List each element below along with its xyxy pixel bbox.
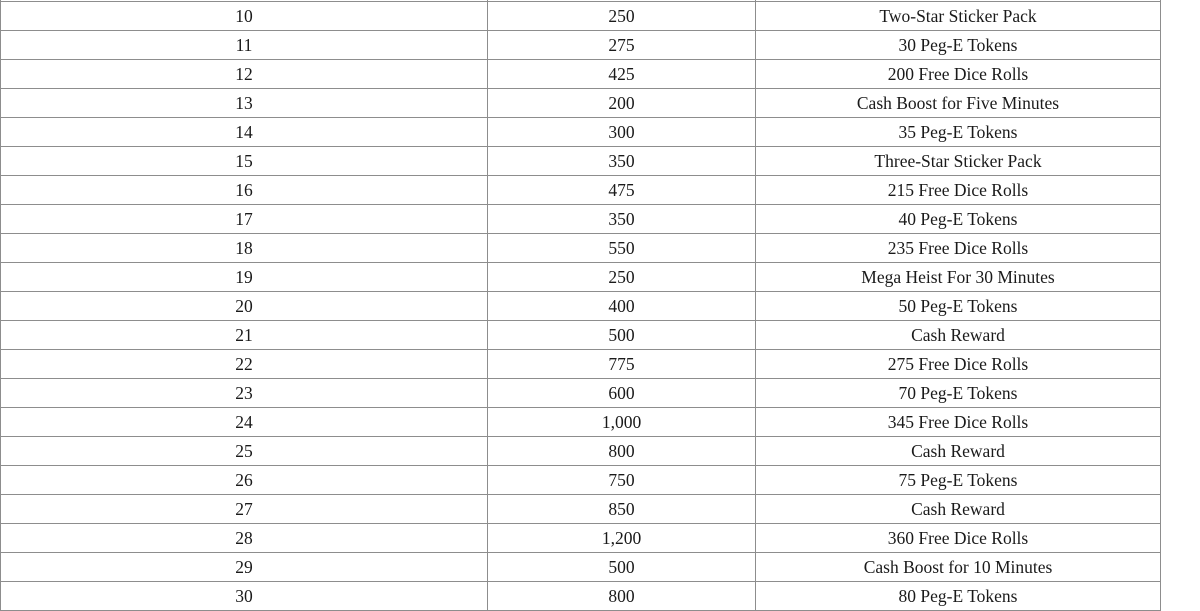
table-row [1,234,1161,263]
cell-level: 13 [1,89,488,118]
cell-cost: 800 [488,582,756,611]
cell-level: 16 [1,176,488,205]
cell-cost: 750 [488,466,756,495]
cell-level: 22 [1,350,488,379]
table-row [1,582,1161,611]
cell-level: 21 [1,321,488,350]
table-row [1,321,1161,350]
cell-cost: 425 [488,60,756,89]
cell-cost: 250 [488,263,756,292]
table-row [1,553,1161,582]
table-row [1,466,1161,495]
cell-reward: Cash Boost for Five Minutes [756,89,1161,118]
cell-level: 19 [1,263,488,292]
table-row [1,31,1161,60]
cell-cost: 400 [488,292,756,321]
cell-level: 18 [1,234,488,263]
table-row [1,437,1161,466]
cell-cost: 275 [488,31,756,60]
cell-reward: 360 Free Dice Rolls [756,524,1161,553]
table-row [1,495,1161,524]
table-row [1,176,1161,205]
table-row [1,147,1161,176]
cell-level: 29 [1,553,488,582]
cell-level: 11 [1,31,488,60]
cell-level: 24 [1,408,488,437]
cell-reward: 80 Peg-E Tokens [756,582,1161,611]
cell-cost: 550 [488,234,756,263]
cell-level: 20 [1,292,488,321]
cell-cost: 475 [488,176,756,205]
cell-reward: 30 Peg-E Tokens [756,31,1161,60]
cell-level: 26 [1,466,488,495]
cell-reward: Cash Reward [756,321,1161,350]
cell-reward: 50 Peg-E Tokens [756,292,1161,321]
cell-level: 30 [1,582,488,611]
cell-cost: 600 [488,379,756,408]
cell-cost: 350 [488,147,756,176]
cell-level: 15 [1,147,488,176]
cell-reward: 40 Peg-E Tokens [756,205,1161,234]
cell-reward: Three-Star Sticker Pack [756,147,1161,176]
table-row [1,292,1161,321]
cell-reward: Two-Star Sticker Pack [756,2,1161,31]
table-row [1,263,1161,292]
cell-reward: 35 Peg-E Tokens [756,118,1161,147]
cell-level: 27 [1,495,488,524]
cell-level: 14 [1,118,488,147]
cell-reward: Cash Reward [756,495,1161,524]
cell-cost: 200 [488,89,756,118]
cell-reward: 75 Peg-E Tokens [756,466,1161,495]
cell-level: 10 [1,2,488,31]
cell-cost: 250 [488,2,756,31]
cell-level: 23 [1,379,488,408]
cell-reward: 345 Free Dice Rolls [756,408,1161,437]
table-row [1,350,1161,379]
cell-cost: 500 [488,553,756,582]
cell-cost: 850 [488,495,756,524]
cell-cost: 1,000 [488,408,756,437]
table-row [1,408,1161,437]
cell-cost: 1,200 [488,524,756,553]
table-row [1,2,1161,31]
cell-reward: Mega Heist For 30 Minutes [756,263,1161,292]
cell-level: 12 [1,60,488,89]
cell-cost: 800 [488,437,756,466]
cell-reward: Cash Reward [756,437,1161,466]
cell-reward: 235 Free Dice Rolls [756,234,1161,263]
cell-reward: 70 Peg-E Tokens [756,379,1161,408]
cell-reward: 200 Free Dice Rolls [756,60,1161,89]
cell-cost: 775 [488,350,756,379]
cell-cost: 300 [488,118,756,147]
table-row [1,205,1161,234]
cell-level: 25 [1,437,488,466]
cell-cost: 350 [488,205,756,234]
cell-level: 17 [1,205,488,234]
table-row [1,60,1161,89]
cell-reward: Cash Boost for 10 Minutes [756,553,1161,582]
table-body [1,0,1161,611]
cell-cost: 500 [488,321,756,350]
table-row [1,89,1161,118]
table-row [1,379,1161,408]
cell-reward: 215 Free Dice Rolls [756,176,1161,205]
table-row [1,118,1161,147]
table-row [1,524,1161,553]
cell-level: 28 [1,524,488,553]
cell-reward: 275 Free Dice Rolls [756,350,1161,379]
